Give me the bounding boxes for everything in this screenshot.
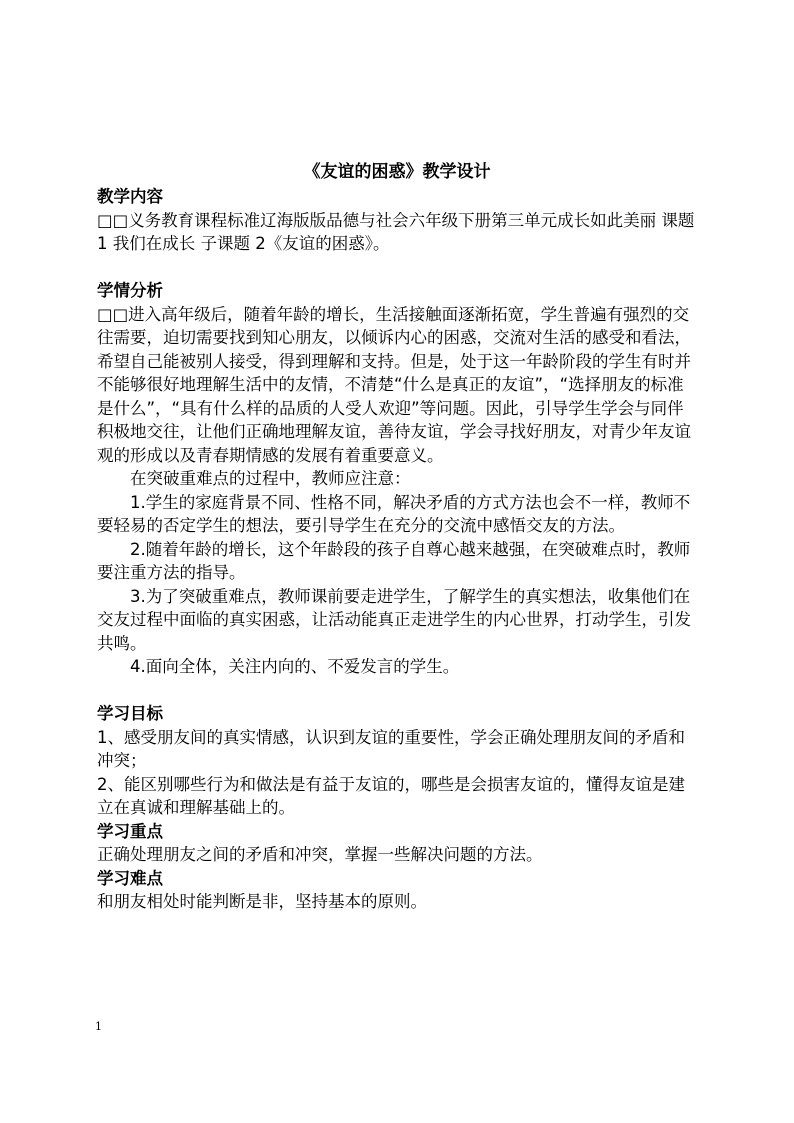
analysis-note-1: 1.学生的家庭背景不同、性格不同，解决矛盾的方式方法也会不一样，教师不要轻易的否定学生的想法，要引导学生在充分的交流中感悟交友的方法。 xyxy=(97,492,691,535)
spacer xyxy=(97,679,697,703)
analysis-note-3: 3.为了突破重难点，教师课前要走进学生，了解学生的真实想法，收集他们在交友过程中面临的真实困惑，让活动能真正走进学生的内心世界，打动学生，引发共鸣。 xyxy=(97,586,691,653)
goal-item-1: 1、感受朋友间的真实情感，认识到友谊的重要性，学会正确处理朋友间的矛盾和冲突； xyxy=(97,727,685,770)
document-body xyxy=(97,185,697,914)
page-number: 1 xyxy=(95,1020,102,1033)
difficulties-text: 和朋友相处时能判断是非，坚持基本的原则。 xyxy=(97,892,427,911)
section-heading-key-points: 学习重点 xyxy=(97,821,163,841)
analysis-note-intro: 在突破重难点的过程中，教师应注意： xyxy=(130,469,411,488)
analysis-note-2: 2.随着年龄的增长，这个年龄段的孩子自尊心越来越强，在突破难点时，教师要注重方法的指导。 xyxy=(97,539,691,582)
section-heading-analysis: 学情分析 xyxy=(97,281,163,300)
key-points-text: 正确处理朋友之间的矛盾和冲突，掌握一些解决问题的方法。 xyxy=(97,845,543,864)
goal-item-2: 2、能区别哪些行为和做法是有益于友谊的，哪些是会损害友谊的，懂得友谊是建立在真诚和理解基础上的。 xyxy=(97,774,685,817)
analysis-note-4: 4.面向全体，关注内向的、不爱发言的学生。 xyxy=(130,657,460,676)
section-heading-difficulties: 学习难点 xyxy=(97,868,163,888)
analysis-paragraph: □□进入高年级后，随着年龄的增长，生活接触面逐渐拓宽，学生普遍有强烈的交往需要，迫切需要找到知心朋友，以倾诉内心的困惑，交流对生活的感受和看法，希望自己能被别人接受，得到理解和支持。但是，处于这一年龄阶段的学生有时并不能够很好地理解生活中的友情，不清楚“什么是真正的友谊”，“选择朋友的标准是什么”，“具有什么样的品质的人受人欢迎”等问题。因此，引导学生学会与同伴积极地交往，让他们正确地理解友谊，善待友谊，学会寻找好朋友，对青少年友谊观的形成以及青春期情感的发展有着重要意义。 xyxy=(97,304,691,465)
section-heading-content: 教学内容 xyxy=(97,187,163,206)
document-title: 《友谊的困惑》教学设计 xyxy=(303,162,491,182)
content-text: □□义务教育课程标准辽海版版品德与社会六年级下册第三单元成长如此美丽 课题 1 我们在成长 子课题 2《友谊的困惑》。 xyxy=(97,210,695,253)
section-heading-goals: 学习目标 xyxy=(97,704,163,723)
spacer xyxy=(97,256,697,280)
